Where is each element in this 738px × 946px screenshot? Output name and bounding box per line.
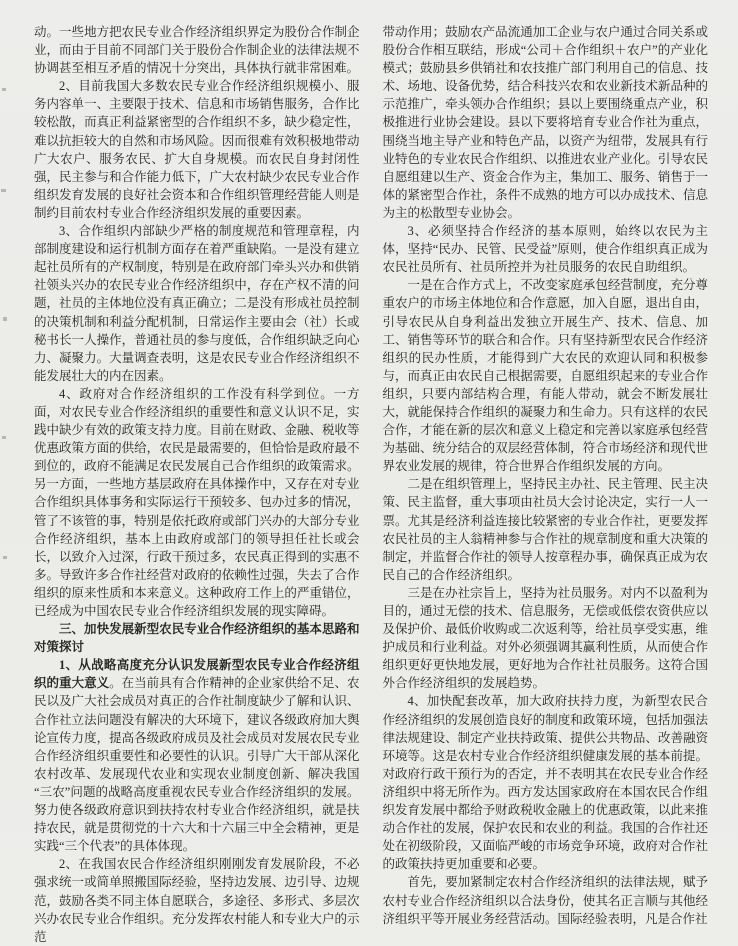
numbered-paragraph-1-with-bold-lead (34, 656, 360, 855)
right-column (383, 23, 709, 946)
paragraph-bold-lead: 1、从战略高度充分认识发展新型农民专业合作经济组织的重大意义 (34, 658, 360, 691)
numbered-paragraph-2b: 2、在我国农民合作经济组织刚刚发育发展阶段，不必强求统一或简单照搬国际经验，坚持边发展、边引导、边规范，鼓励各类不同主体自愿联合，多途径、多形式、多层次兴办农民专业合作组织。充分发挥农村能人和专业大户的示范 (34, 857, 360, 944)
numbered-paragraph-4b: 4、加快配套改革，加大政府扶持力度，为新型农民合作经济组织的发展创造良好的制度和政策环境，包括加强法律法规建设、制定产业扶持政策、提供公共物品、改善融资环境等。这是农村专业合作经济组织健康发展的基本前提。对政府行政干预行为的否定，并不表明其在农民专业合作经济组织中将无所作为。西方发达国家政府在本国农民合作组织发育发展中都给予财政税收金融上的优惠政策，以此来推动合作社的发展，保护农民和农业的利益。我国的合作社还处在初级阶段，又面临严峻的市场竞争环境，政府对合作社的政策扶持更加重要和必要。 (382, 694, 708, 872)
scan-speckle (2, 88, 6, 91)
left-column (34, 23, 360, 946)
subitem-paragraph-three: 三是在办社宗旨上，坚持为社员服务。对内不以盈利为目的，通过无偿的技术、信息服务，无偿或低偿农资供应以及保护价、最低价收购或二次返利等，给社员享受实惠，维护成员和行业利益。对外必须强调其赢利性质，从而使合作组织更好更快地发展，更好地为合作社社员服务。这符合国外合作经济组织的发展趋势。 (382, 585, 708, 691)
scan-speckle (2, 436, 6, 439)
paragraph-continuation: 带动作用；鼓励农产品流通加工企业与农户通过合同关系或股份合作相互联结，形成“公司＋合作组织＋农户”的产业化模式；鼓励县乡供销社和农技推广部门利用自己的信息、技术、场地、设备优势，结合科技兴农和农业新技术新品种的示范推广，牵头领办合作组织；县以上要围绕重点产业，积极推进行业协会建设。县以下要将培育专业合作社为重点，围绕当地主导产业和特色产品，以资产为纽带，发展具有行业特色的专业农民合作组织、以推进农业产业化。引导农民自愿组建以生产、资金合作为主，集加工、服务、销售于一体的紧密型合作社，条件不成熟的地方可以办成技术、信息为主的松散型专业协会。 (382, 25, 708, 220)
subitem-paragraph-one: 一是在合作方式上，不改变家庭承包经营制度，充分尊重农户的市场主体地位和合作意愿，加入自愿，退出自由，引导农民从自身利益出发独立开展生产、技术、信息、加工、销售等环节的联合和合作。只有坚持新型农民合作经济组织的民办性质，才能得到广大农民的欢迎认同和积极参与，而真正由农民自己根据需要，自愿组织起来的专业合作组织，只要内部结构合理，有能人带动，就会不断发展壮大，就能保持合作组织的凝聚力和生命力。只有这样的农民合作，才能在新的层次和意义上稳定和完善以家庭承包经营为基础、统分结合的双层经营体制，符合市场经济和现代世界农业发展的规律，符合世界合作组织发展的方向。 (382, 278, 708, 474)
numbered-paragraph-3: 3、合作组织内部缺少严格的制度规范和管理章程，内部制度建设和运行机制方面存在着严重缺陷。一是没有建立起社员所有的产权制度，特别是在政府部门牵头兴办和供销社领头兴办的农民专业合作经济组织中，存在产权不清的问题，社员的主体地位没有真正确立；二是没有形成社员控制的决策机制和利益分配机制，日常运作主要由会（社）长或秘书长一人操作，普通社员的参与度低，合作组织缺乏向心力、凝聚力。大量调查表明，这是农民专业合作经济组织不能发展壮大的内在因素。 (34, 224, 360, 383)
paragraph-continuation: 动。一些地方把农民专业合作经济组织界定为股份合作制企业，而由于目前不同部门关于股份合作制企业的法律法规不协调甚至相互矛盾的情况十分突出，具体执行就非常困难。 (34, 25, 360, 76)
scan-speckle (1, 189, 6, 192)
paragraph-first: 首先，要加紧制定农村合作经济组织的法律法规，赋予农村专业合作经济组织以合法身份，使其名正言顺与其他经济组织平等开展业务经营活动。国际经验表明，凡是合作社 (382, 875, 708, 926)
scan-speckle (3, 317, 7, 321)
numbered-paragraph-4: 4、政府对合作经济组织的工作没有科学到位。一方面，对农民专业合作经济组织的重要性和意义认识不足，实践中缺少有效的政策支持力度。目前在财政、金融、税收等优惠政策方面的供给，农民是最需要的，但恰恰是政府最不到位的，政府不能满足农民发展自己合作组织的政策需求。另一方面，一些地方基层政府在具体操作中，又存在对专业合作组织具体事务和实际运行干预较多、包办过多的情况，管了不该管的事，特别是依托政府或部门兴办的大部分专业合作经济组织，基本上由政府或部门的领导担任社长或会长，以致介入过深，行政干预过多，农民真正得到的实惠不多。导致许多合作社经营对政府的依赖性过强，失去了合作组织的原来性质和本来意义。这种政府工作上的严重错位，已经成为中国农民专业合作经济组织发展的现实障碍。 (34, 386, 360, 618)
scan-speckle (3, 556, 7, 559)
section-heading-three: 三、加快发展新型农民专业合作经济组织的基本思路和对策探讨 (34, 622, 360, 655)
subitem-paragraph-two: 二是在组织管理上，坚持民主办社、民主管理、民主决策、民主监督，重大事项由社员大会讨论决定，实行一人一票。尤其是经济利益连接比较紧密的专业合作社，更要发挥农民社员的主人翁精神参与合作社的规章制度和重大决策的制定，并监督合作社的领导人按章程办事，确保真正成为农民自己的合作经济组织。 (382, 477, 708, 582)
numbered-paragraph-3b: 3、必须坚持合作经济的基本原则，始终以农民为主体，坚持“民办、民管、民受益”原则，使合作组织真正成为农民社员所有、社员所控并为社员服务的农民自助组织。 (382, 224, 708, 275)
paragraph-body-text: 。在当前具有合作精神的企业家供给不足、农民以及广大社会成员对真正的合作社制度缺少了解和认识、合作社立法问题没有解决的大环境下，建议各级政府加大舆论宣传力度，提高各级政府成员及社会成员对发展农民专业合作经济组织重要性和必要性的认识。引导广大干部从深化农村改革、发展现代农业和实现农业制度创新、解决我国“三农”问题的战略高度重视农民专业合作经济组织的发展。努力使各级政府意识到扶持农村专业合作经济组织，就是扶持农民，就是贯彻党的十六大和十六届三中全会精神，更是实践“三个代表”的具体体现。 (34, 676, 360, 854)
numbered-paragraph-2: 2、目前我国大多数农民专业合作经济组织规模小、服务内容单一、主要限于技术、信息和市场销售服务，合作比较松散，而真正利益紧密型的合作组织不多，缺少稳定性，难以抗拒较大的自然和市场风险。因而很难有效积极地带动广大农户、服务农民、扩大自身规模。而农民自身封闭性强，民主参与和合作能力低下，广大农村缺少农民专业合作组织发育发展的良好社会资本和合作组织管理经营能人则是制约目前农村专业合作经济组织发展的重要因素。 (34, 79, 360, 220)
two-column-layout (34, 23, 708, 946)
